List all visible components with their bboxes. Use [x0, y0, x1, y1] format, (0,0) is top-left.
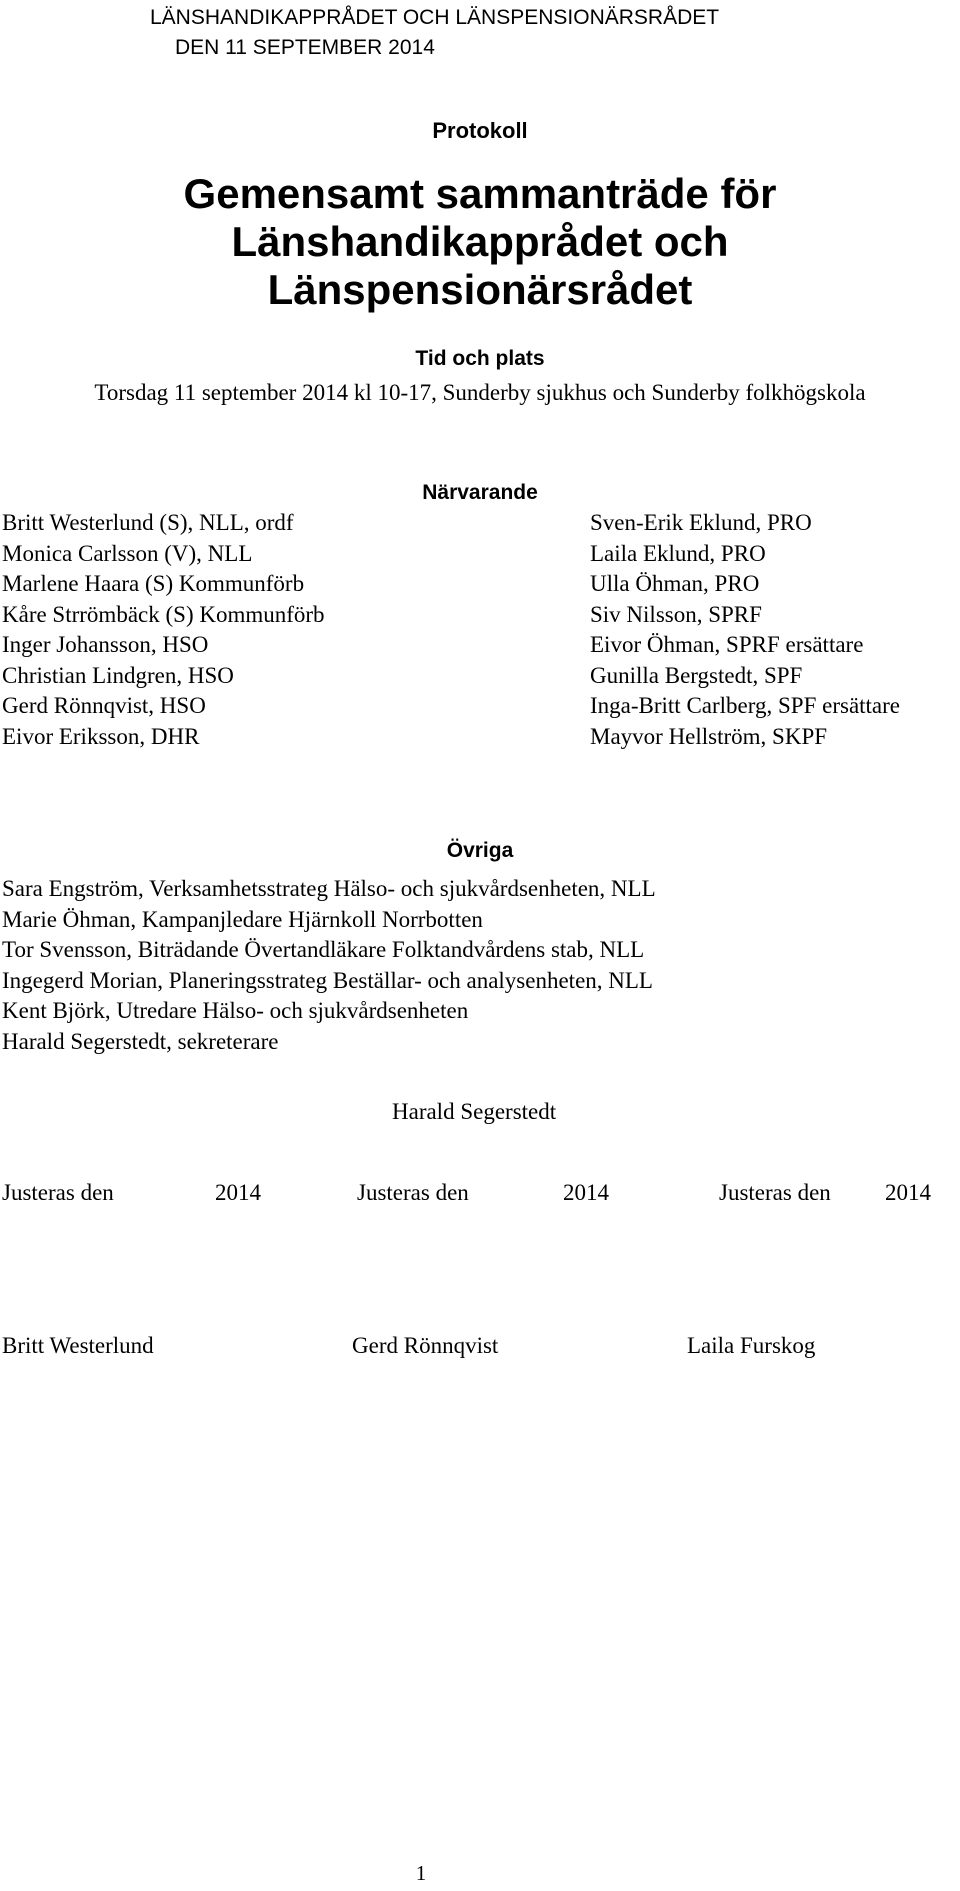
approval-label: Justeras den	[719, 1180, 831, 1205]
title-line-2: Länshandikapprådet och	[231, 218, 729, 265]
page-number: 1	[415, 1861, 427, 1885]
other-attendee: Sara Engström, Verksamhetsstrateg Hälso- och sjukvårdsenheten, NLL	[2, 876, 656, 901]
signer-name: Gerd Rönnqvist	[352, 1333, 499, 1358]
attendee-name: Inger Johansson, HSO	[2, 632, 209, 657]
attendee-name: Marlene Haara (S) Kommunförb	[2, 571, 305, 596]
attendees-left-column	[2, 508, 325, 752]
attendee-name: Inga-Britt Carlberg, SPF ersättare	[590, 693, 901, 718]
approval-label: Justeras den	[357, 1180, 469, 1205]
title-line-3: Länspensionärsrådet	[267, 266, 693, 313]
signer-name: Laila Furskog	[687, 1333, 816, 1358]
time-place-text: Torsdag 11 september 2014 kl 10-17, Sunderby sjukhus och Sunderby folkhögskola	[94, 380, 866, 405]
document-title	[0, 170, 960, 314]
approval-year: 2014	[563, 1180, 609, 1205]
approval-label: Justeras den	[2, 1180, 114, 1205]
attendee-name: Christian Lindgren, HSO	[2, 662, 234, 688]
others-heading: Övriga	[446, 839, 514, 862]
other-attendee: Kent Björk, Utredare Hälso- och sjukvårdsenheten	[2, 998, 469, 1023]
header-date: DEN 11 SEPTEMBER 2014	[175, 36, 435, 59]
time-place-heading: Tid och plats	[415, 347, 545, 370]
attendee-name: Britt Westerlund (S), NLL, ordf	[2, 510, 294, 535]
document-type: Protokoll	[432, 118, 528, 143]
attendee-name: Kåre Strrömbäck (S) Kommunförb	[2, 601, 325, 627]
attendee-name: Gunilla Bergstedt, SPF	[590, 662, 803, 688]
approval-year: 2014	[215, 1180, 261, 1205]
attendee-name: Siv Nilsson, SPRF	[590, 601, 762, 627]
other-attendee: Ingegerd Morian, Planeringsstrateg Beställar- och analysenheten, NLL	[2, 967, 653, 993]
attendee-name: Eivor Eriksson, DHR	[2, 723, 200, 749]
title-line-1: Gemensamt sammanträde för	[183, 170, 777, 217]
header-council-names: LÄNSHANDIKAPPRÅDET OCH LÄNSPENSIONÄRSRÅDET	[150, 6, 720, 29]
attendee-name: Gerd Rönnqvist, HSO	[2, 693, 206, 718]
other-attendee: Tor Svensson, Biträdande Övertandläkare Folktandvårdens stab, NLL	[2, 937, 645, 962]
secretary-signature-name: Harald Segerstedt	[392, 1099, 557, 1124]
approval-year: 2014	[885, 1180, 931, 1205]
attendee-name: Laila Eklund, PRO	[590, 540, 766, 566]
attendees-heading: Närvarande	[422, 481, 538, 504]
signer-name: Britt Westerlund	[2, 1333, 154, 1358]
other-attendee: Harald Segerstedt, sekreterare	[2, 1028, 279, 1054]
other-attendee: Marie Öhman, Kampanjledare Hjärnkoll Norrbotten	[2, 906, 483, 932]
attendee-name: Monica Carlsson (V), NLL	[2, 540, 253, 566]
attendee-name: Sven-Erik Eklund, PRO	[590, 510, 812, 535]
attendee-name: Ulla Öhman, PRO	[590, 571, 760, 596]
others-list	[2, 874, 656, 1057]
attendee-name: Mayvor Hellström, SKPF	[590, 723, 828, 749]
attendees-right-column	[590, 508, 900, 752]
attendee-name: Eivor Öhman, SPRF ersättare	[590, 632, 864, 657]
